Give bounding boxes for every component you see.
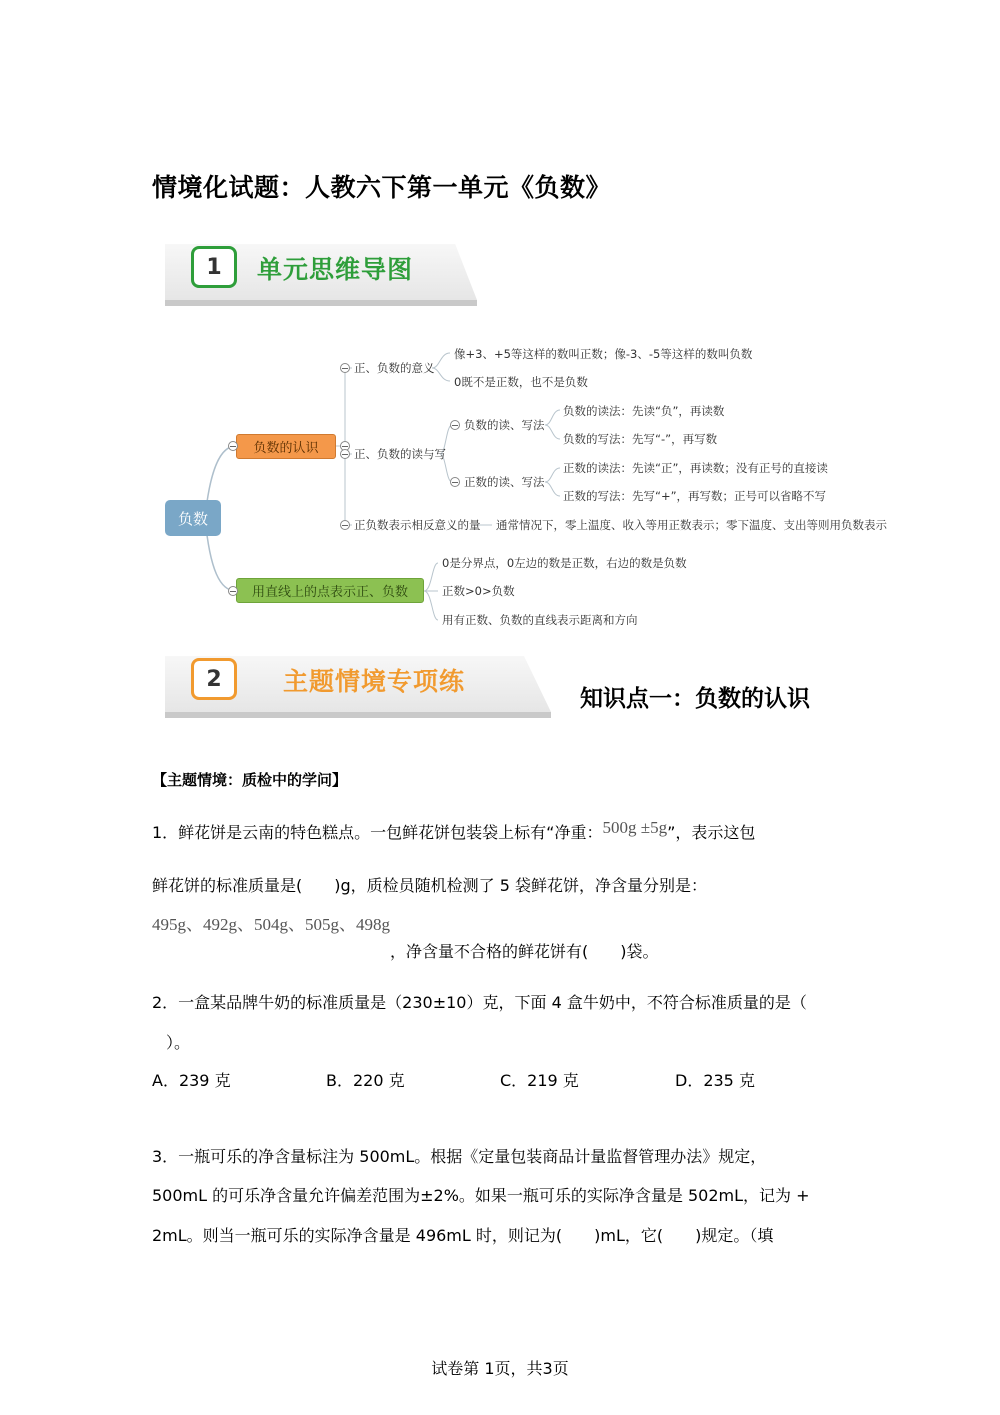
- mind-map-branch-number-line: 用直线上的点表示正、负数: [236, 578, 424, 603]
- collapse-icon: [340, 449, 350, 459]
- mind-map-label: 正数的写法：先写“+”，再写数；正号可以省略不写: [563, 489, 827, 503]
- question-1-line-2: 鲜花饼的标准质量是( )g，质检员随机检测了 5 袋鲜花饼，净含量分别是：: [152, 876, 707, 895]
- question-2-line-2: ）。: [166, 1033, 191, 1052]
- question-2-line-1: 2．一盒某品牌牛奶的标准质量是（230±10）克，下面 4 盒牛奶中，不符合标准质量的是（: [152, 993, 807, 1012]
- question-3-line-2: 500mL 的可乐净含量允许偏差范围为±2%。如果一瓶可乐的实际净含量是 502mL，记为 +: [152, 1186, 810, 1205]
- question-3-line-3: 2mL。则当一瓶可乐的实际净含量是 496mL 时，则记为( )mL，它( )规定。（填: [152, 1226, 774, 1245]
- mind-map-label: 0既不是正数，也不是负数: [454, 375, 588, 389]
- mind-map-label: 像+3、+5等这样的数叫正数；像-3、-5等这样的数叫负数: [454, 347, 753, 361]
- mind-map-label: 负数的读、写法: [464, 418, 545, 432]
- mind-map-label: 正数的读法：先读“正”，再读数；没有正号的直接读: [563, 461, 828, 475]
- question-1-line-1: 1．鲜花饼是云南的特色糕点。一包鲜花饼包装袋上标有“净重：500g ±5g”，表示这包: [152, 818, 756, 842]
- collapse-icon: [340, 363, 350, 373]
- mind-map-label: 负数的读法：先读“负”，再读数: [563, 404, 725, 418]
- question-1-line-3: 495g、492g、504g、505g、498g，净含量不合格的鲜花饼有( )袋。: [152, 915, 659, 961]
- mind-map-label: 通常情况下，零上温度、收入等用正数表示；零下温度、支出等则用负数表示: [496, 518, 887, 532]
- section-banner-1: [165, 244, 477, 316]
- mind-map-label: 正、负数的读与写: [354, 447, 446, 461]
- mind-map-label: 负数的写法：先写“-”，再写数: [563, 432, 718, 446]
- question-3-line-1: 3．一瓶可乐的净含量标注为 500mL。根据《定量包装商品计量监督管理办法》规定，: [152, 1147, 767, 1166]
- section-title: 主题情境专项练: [283, 667, 466, 696]
- collapse-icon: [340, 520, 350, 530]
- page-footer: 试卷第 1页，共3页: [431, 1359, 569, 1378]
- option-c[interactable]: C．219 克: [500, 1071, 579, 1090]
- option-b[interactable]: B．220 克: [326, 1071, 405, 1090]
- section-number-badge: 1: [191, 246, 237, 288]
- collapse-icon: [450, 420, 460, 430]
- collapse-icon: [340, 441, 350, 451]
- section-title: 单元思维导图: [257, 255, 414, 284]
- mind-map-root: 负数: [165, 500, 221, 536]
- mind-map-label: 正、负数的意义: [354, 361, 435, 375]
- section-banner-2: [165, 656, 551, 728]
- mind-map-label: 0是分界点，0左边的数是正数，右边的数是负数: [442, 556, 687, 570]
- collapse-icon: [228, 586, 238, 596]
- mind-map-label: 用有正数、负数的直线表示距离和方向: [442, 613, 638, 627]
- page-title: 情境化试题：人教六下第一单元《负数》: [152, 173, 612, 202]
- option-d[interactable]: D．235 克: [675, 1071, 755, 1090]
- mind-map-label: 正数>0>负数: [442, 584, 515, 598]
- weight-tolerance-formula: 500g ±5g: [602, 818, 668, 837]
- theme-heading: 【主题情境：质检中的学问】: [152, 771, 348, 789]
- mind-map-label: 正负数表示相反意义的量: [354, 518, 481, 532]
- knowledge-point-heading: 知识点一：负数的认识: [580, 686, 810, 712]
- mind-map-label: 正数的读、写法: [464, 475, 545, 489]
- collapse-icon: [450, 477, 460, 487]
- option-a[interactable]: A．239 克: [152, 1071, 231, 1090]
- collapse-icon: [228, 441, 238, 451]
- section-number-badge: 2: [191, 658, 237, 700]
- mind-map-branch-negative-numbers: 负数的认识: [236, 434, 336, 459]
- weights-list-formula: 495g、492g、504g、505g、498g: [152, 915, 390, 934]
